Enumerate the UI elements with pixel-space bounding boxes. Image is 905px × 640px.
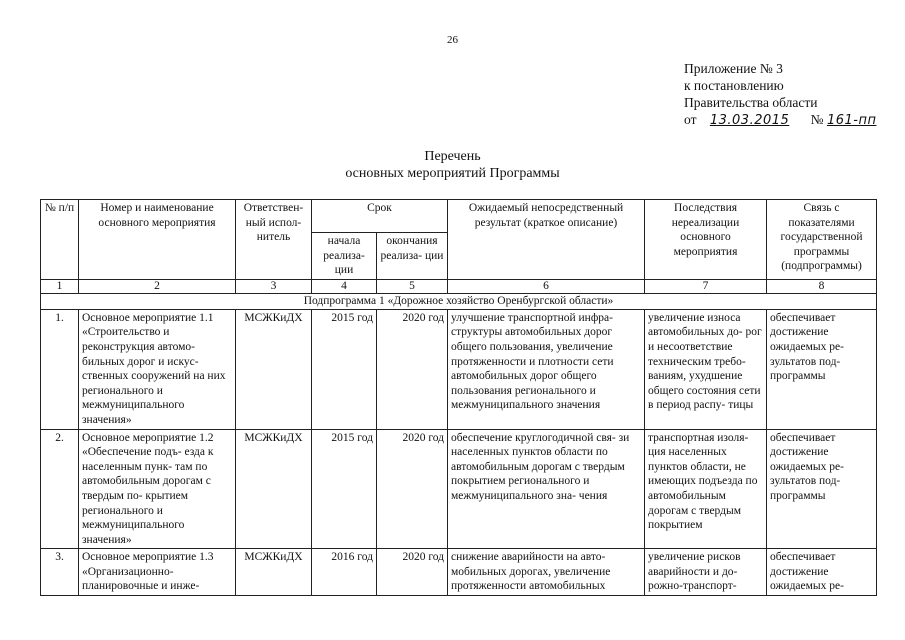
title-line-2: основных мероприятий Программы — [345, 166, 560, 181]
row-end: 2020 год — [377, 309, 448, 429]
document-title — [0, 148, 905, 182]
row-result: обеспечение круглогодичной свя- зи населенных пунктов области по автомобильным дорогам с твердым покрытием регионального и межмуниципального зна- чения — [448, 429, 645, 549]
row-link: обеспечивает достижение ожидаемых ре- зультатов под- программы — [767, 429, 877, 549]
col-number: 7 — [645, 279, 767, 293]
row-end: 2020 год — [377, 549, 448, 596]
handwritten-number: 161-пп — [826, 113, 877, 128]
page-number: 26 — [447, 34, 458, 46]
row-result: снижение аварийности на авто- мобильных дорогах, увеличение протяженности автомобильных — [448, 549, 645, 596]
table-row — [41, 309, 877, 429]
row-result: улучшение транспортной инфра- структуры автомобильных дорог общего пользования, увеличение протяженности и плотности сети автомобильных дорог общего пользования регионального и межмуниципального значения — [448, 309, 645, 429]
row-name: Основное мероприятие 1.2 «Обеспечение подъ- езда к населенным пунк- там по автомобильным дорогам с твердым по- крытием регионального и межмуниципального значения» — [79, 429, 236, 549]
title-line-1: Перечень — [424, 149, 481, 164]
subprogram-row — [41, 293, 877, 309]
row-num: 2. — [41, 429, 79, 549]
row-start: 2015 год — [312, 309, 377, 429]
appendix-date-line — [684, 111, 876, 129]
header-row — [41, 200, 877, 233]
subprogram-title: Подпрограмма 1 «Дорожное хозяйство Оренбургской области» — [41, 293, 877, 309]
table-row — [41, 429, 877, 549]
row-link: обеспечивает достижение ожидаемых ре- — [767, 549, 877, 596]
row-consequences: увеличение износа автомобильных до- рог и несоответствие техническим требо- ваниям, ухудшение общего состояния сети в период распу- тицы — [645, 309, 767, 429]
row-link: обеспечивает достижение ожидаемых ре- зультатов под- программы — [767, 309, 877, 429]
header-start: начала реализа- ции — [312, 233, 377, 280]
row-consequences: увеличение рисков аварийности и до- рожно-транспорт- — [645, 549, 767, 596]
row-num: 3. — [41, 549, 79, 596]
from-label: от — [684, 112, 697, 127]
col-number: 8 — [767, 279, 877, 293]
row-name: Основное мероприятие 1.3 «Организационно- планировочные и инже- — [79, 549, 236, 596]
col-number: 6 — [448, 279, 645, 293]
header-responsible: Ответствен- ный испол- нитель — [236, 200, 312, 280]
col-number: 1 — [41, 279, 79, 293]
handwritten-date: 13.03.2015 — [709, 113, 790, 128]
col-number: 4 — [312, 279, 377, 293]
header-num: № п/п — [41, 200, 79, 280]
table-row — [41, 549, 877, 596]
appendix-line-1: Приложение № 3 — [684, 61, 783, 76]
col-number: 5 — [377, 279, 448, 293]
col-number: 3 — [236, 279, 312, 293]
header-end: окончания реализа- ции — [377, 233, 448, 280]
column-numbers-row — [41, 279, 877, 293]
row-num: 1. — [41, 309, 79, 429]
row-consequences: транспортная изоля- ция населенных пунктов области, не имеющих подъезда по автомобильным дорогам с твердым покрытием — [645, 429, 767, 549]
row-responsible: МСЖКиДХ — [236, 549, 312, 596]
header-result: Ожидаемый непосредственный результат (краткое описание) — [448, 200, 645, 280]
row-start: 2015 год — [312, 429, 377, 549]
header-term: Срок — [312, 200, 448, 233]
col-number: 2 — [79, 279, 236, 293]
appendix-line-3: Правительства области — [684, 95, 818, 110]
appendix-line-2: к постановлению — [684, 78, 784, 93]
row-responsible: МСЖКиДХ — [236, 429, 312, 549]
appendix-block — [684, 60, 876, 129]
row-name: Основное мероприятие 1.1 «Строительство и реконструкция автомо- бильных дорог и искус- ственных сооружений на них регионального и межмуниципального значения» — [79, 309, 236, 429]
row-end: 2020 год — [377, 429, 448, 549]
number-label: № — [810, 112, 824, 127]
header-link: Связь с показателями государственной программы (подпрограммы) — [767, 200, 877, 280]
header-consequences: Последствия нереализации основного мероприятия — [645, 200, 767, 280]
row-start: 2016 год — [312, 549, 377, 596]
header-name: Номер и наименование основного мероприятия — [79, 200, 236, 280]
row-responsible: МСЖКиДХ — [236, 309, 312, 429]
measures-table — [40, 199, 877, 596]
